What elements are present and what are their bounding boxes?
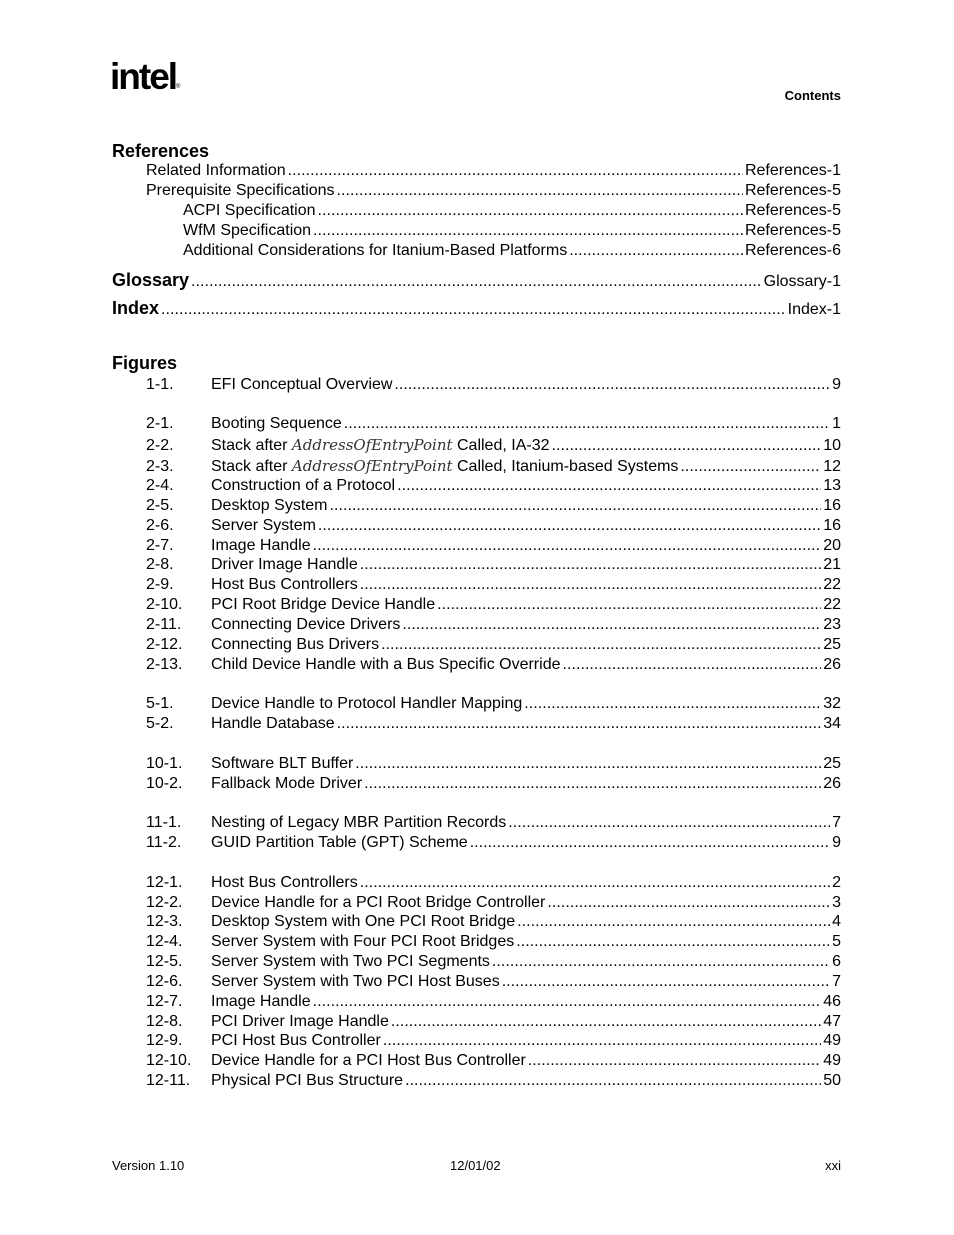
dot-leader [437,595,821,615]
entry-title: Image Handle [211,537,311,554]
toc-entry-figure[interactable] [146,496,841,516]
toc-entry-figure[interactable] [146,932,841,952]
entry-page: References-1 [744,162,841,179]
entry-title: Construction of a Protocol [211,477,396,494]
dot-leader [394,375,830,395]
entry-title: Connecting Device Drivers [211,616,401,633]
entry-title: PCI Root Bridge Device Handle [211,596,436,613]
entry-page: 34 [823,715,841,732]
entry-title: Server System with Two PCI Host Buses [211,973,500,990]
entry-title: Host Bus Controllers [211,576,358,593]
footer-date: 12/01/02 [450,1158,501,1173]
entry-page: 5 [832,933,841,950]
toc-entry-figure[interactable] [146,912,841,932]
footer-version: Version 1.10 [112,1158,185,1173]
dot-leader [516,932,830,952]
entry-title: Desktop System with One PCI Root Bridge [211,913,516,930]
toc-entry-reference[interactable] [183,221,841,241]
entry-page: 32 [823,695,841,712]
dot-leader [391,1012,821,1032]
toc-entry-figure[interactable] [146,1031,841,1051]
figure-number: 10-1. [146,755,183,772]
toc-entry-figure[interactable] [146,536,841,556]
code-identifier: AddressOfEntryPoint [291,436,453,454]
toc-entry-figure[interactable] [146,476,841,496]
entry-page: 46 [823,993,841,1010]
entry-page: 7 [832,973,841,990]
entry-page: 10 [823,437,841,454]
toc-entry-reference[interactable] [183,201,841,221]
figure-number: 12-6. [146,973,183,990]
dot-leader [524,694,821,714]
dot-leader [383,1031,821,1051]
figure-number: 2-11. [146,616,182,633]
dot-leader [313,221,743,241]
entry-title: Prerequisite Specifications [146,182,335,199]
entry-title: Connecting Bus Drivers [211,636,380,653]
entry-page: 25 [823,636,841,653]
entry-page: 26 [823,656,841,673]
toc-entry-figure[interactable] [146,595,841,615]
dot-leader [680,457,821,477]
figure-number: 11-2. [146,834,182,851]
entry-page: 23 [823,616,841,633]
dot-leader [502,972,830,992]
figure-number: 2-4. [146,477,174,494]
intel-logo: intel ® [110,56,181,97]
toc-entry-figure[interactable] [146,635,841,655]
toc-entry-figure[interactable] [146,813,841,833]
toc-entry-figure[interactable] [146,972,841,992]
dot-leader [569,241,743,261]
figure-number: 2-6. [146,517,174,534]
figure-number: 12-2. [146,894,183,911]
figure-number: 12-1. [146,874,183,891]
entry-page: 22 [823,576,841,593]
figure-number: 2-2. [146,437,174,454]
dot-leader [360,575,821,595]
entry-page: 7 [832,814,841,831]
entry-page: References-6 [744,242,841,259]
entry-page: 47 [823,1013,841,1030]
toc-entry-figure[interactable] [146,694,841,714]
entry-title: Server System with Two PCI Segments [211,953,490,970]
entry-page: 50 [823,1072,841,1089]
entry-page: 3 [832,894,841,911]
dot-leader [360,555,821,575]
dot-leader [355,754,821,774]
code-identifier: AddressOfEntryPoint [291,457,453,475]
figure-number: 5-1. [146,695,174,712]
figure-number: 2-7. [146,537,174,554]
references-heading: References [112,141,210,161]
entry-page: 49 [823,1052,841,1069]
toc-entry-figure[interactable] [146,774,841,794]
entry-title: Additional Considerations for Itanium-Based Platforms [183,242,568,259]
entry-title: Image Handle [211,993,311,1010]
entry-title: GUID Partition Table (GPT) Scheme [211,834,468,851]
dot-leader [402,615,821,635]
figure-number: 12-3. [146,913,183,930]
figure-number: 2-12. [146,636,183,653]
dot-leader [492,952,830,972]
entry-page: 2 [832,874,841,891]
toc-entry-figure[interactable] [146,575,841,595]
toc-entry-reference[interactable] [146,161,841,181]
figure-number: 12-9. [146,1032,183,1049]
entry-page: 25 [823,755,841,772]
figure-number: 1-1. [146,376,174,393]
entry-title: Nesting of Legacy MBR Partition Records [211,814,507,831]
figure-number: 2-1. [146,415,174,432]
dot-leader [381,635,821,655]
toc-entry-figure[interactable] [146,893,841,913]
dot-leader [517,912,830,932]
figure-number: 2-13. [146,656,183,673]
dot-leader [337,714,822,734]
toc-entry-figure[interactable] [146,555,841,575]
toc-entry-figure[interactable] [146,615,841,635]
dot-leader [364,774,821,794]
entry-title: Booting Sequence [211,415,342,432]
entry-title: Server System [211,517,316,534]
dot-leader [337,181,743,201]
entry-title: PCI Host Bus Controller [211,1032,381,1049]
figure-number: 12-4. [146,933,183,950]
dot-leader [318,516,821,536]
toc-entry-reference[interactable] [146,181,841,201]
entry-title: Host Bus Controllers [211,874,358,891]
dot-leader [470,833,830,853]
figure-number: 12-10. [146,1052,192,1069]
entry-page: 6 [832,953,841,970]
entry-title: Stack after AddressOfEntryPoint Called, Itanium-based Systems [211,457,679,475]
figure-number: 2-5. [146,497,174,514]
dot-leader [288,161,743,181]
toc-entry-figure[interactable] [146,456,841,477]
toc-entry-figure[interactable] [146,1051,841,1071]
dot-leader [313,536,822,556]
figure-number: 11-1. [146,814,182,831]
entry-page: 16 [823,517,841,534]
entry-page: 4 [832,913,841,930]
toc-entry-glossary[interactable]: Glossary . . . Glossary-1 [112,270,841,292]
figure-number: 2-10. [146,596,183,613]
dot-leader [528,1051,821,1071]
dot-leader [360,873,830,893]
toc-entry-figure[interactable] [146,1071,841,1091]
toc-entry-figure[interactable] [146,992,841,1012]
header-section-title: Contents [784,88,841,103]
entry-page: 21 [823,556,841,573]
entry-page: 22 [823,596,841,613]
figure-number: 12-8. [146,1013,183,1030]
entry-title: Device Handle for a PCI Root Bridge Controller [211,894,546,911]
toc-entry-figure[interactable] [146,1012,841,1032]
figure-number: 5-2. [146,715,174,732]
entry-page: 9 [832,376,841,393]
entry-page: 16 [823,497,841,514]
entry-title: EFI Conceptual Overview [211,376,393,393]
dot-leader [405,1071,821,1091]
toc-entry-figure[interactable] [146,435,841,456]
entry-page: 26 [823,775,841,792]
dot-leader [329,496,821,516]
entry-title: ACPI Specification [183,202,316,219]
dot-leader [318,201,743,221]
footer-page-number: xxi [825,1158,841,1173]
entry-title: Device Handle to Protocol Handler Mapping [211,695,523,712]
toc-entry-index[interactable]: Index . . . Index-1 [112,298,841,320]
entry-page: References-5 [744,222,841,239]
figure-number: 12-5. [146,953,183,970]
toc-entry-figure[interactable] [146,714,841,734]
entry-title: Desktop System [211,497,328,514]
entry-title: PCI Driver Image Handle [211,1013,389,1030]
dot-leader [547,893,830,913]
entry-title: Handle Database [211,715,335,732]
dot-leader [313,992,822,1012]
entry-title: Software BLT Buffer [211,755,354,772]
entry-title: Stack after AddressOfEntryPoint Called, IA-32 [211,436,550,454]
toc-entry-figure[interactable] [146,833,841,853]
entry-page: 9 [832,834,841,851]
toc-entry-figure[interactable] [146,952,841,972]
entry-page: References-5 [744,182,841,199]
toc-entry-figure[interactable] [146,375,841,395]
dot-leader [344,414,830,434]
figure-number: 12-11. [146,1072,191,1089]
entry-title: Fallback Mode Driver [211,775,363,792]
dot-leader [508,813,830,833]
entry-page: 20 [823,537,841,554]
entry-page: 1 [832,415,841,432]
entry-title: WfM Specification [183,222,312,239]
dot-leader [551,436,821,456]
toc-entry-figure[interactable] [146,516,841,536]
figure-number: 2-9. [146,576,174,593]
figure-number: 12-7. [146,993,183,1010]
figure-number: 10-2. [146,775,183,792]
toc-entry-figure[interactable] [146,873,841,893]
entry-title: Related Information [146,162,286,179]
figures-heading: Figures [112,353,178,373]
dot-leader [397,476,821,496]
entry-page: 12 [823,458,841,475]
entry-title: Driver Image Handle [211,556,358,573]
toc-entry-figure[interactable] [146,754,841,774]
dot-leader [562,655,821,675]
entry-title: Child Device Handle with a Bus Specific Override [211,656,561,673]
toc-entry-reference[interactable] [183,241,841,261]
entry-title: Server System with Four PCI Root Bridges [211,933,515,950]
entry-page: 13 [823,477,841,494]
entry-page: 49 [823,1032,841,1049]
toc-entry-figure[interactable] [146,655,841,675]
entry-title: Device Handle for a PCI Host Bus Controller [211,1052,526,1069]
entry-page: References-5 [744,202,841,219]
entry-title: Physical PCI Bus Structure [211,1072,404,1089]
figure-number: 2-8. [146,556,174,573]
toc-entry-figure[interactable] [146,414,841,434]
figure-number: 2-3. [146,458,174,475]
